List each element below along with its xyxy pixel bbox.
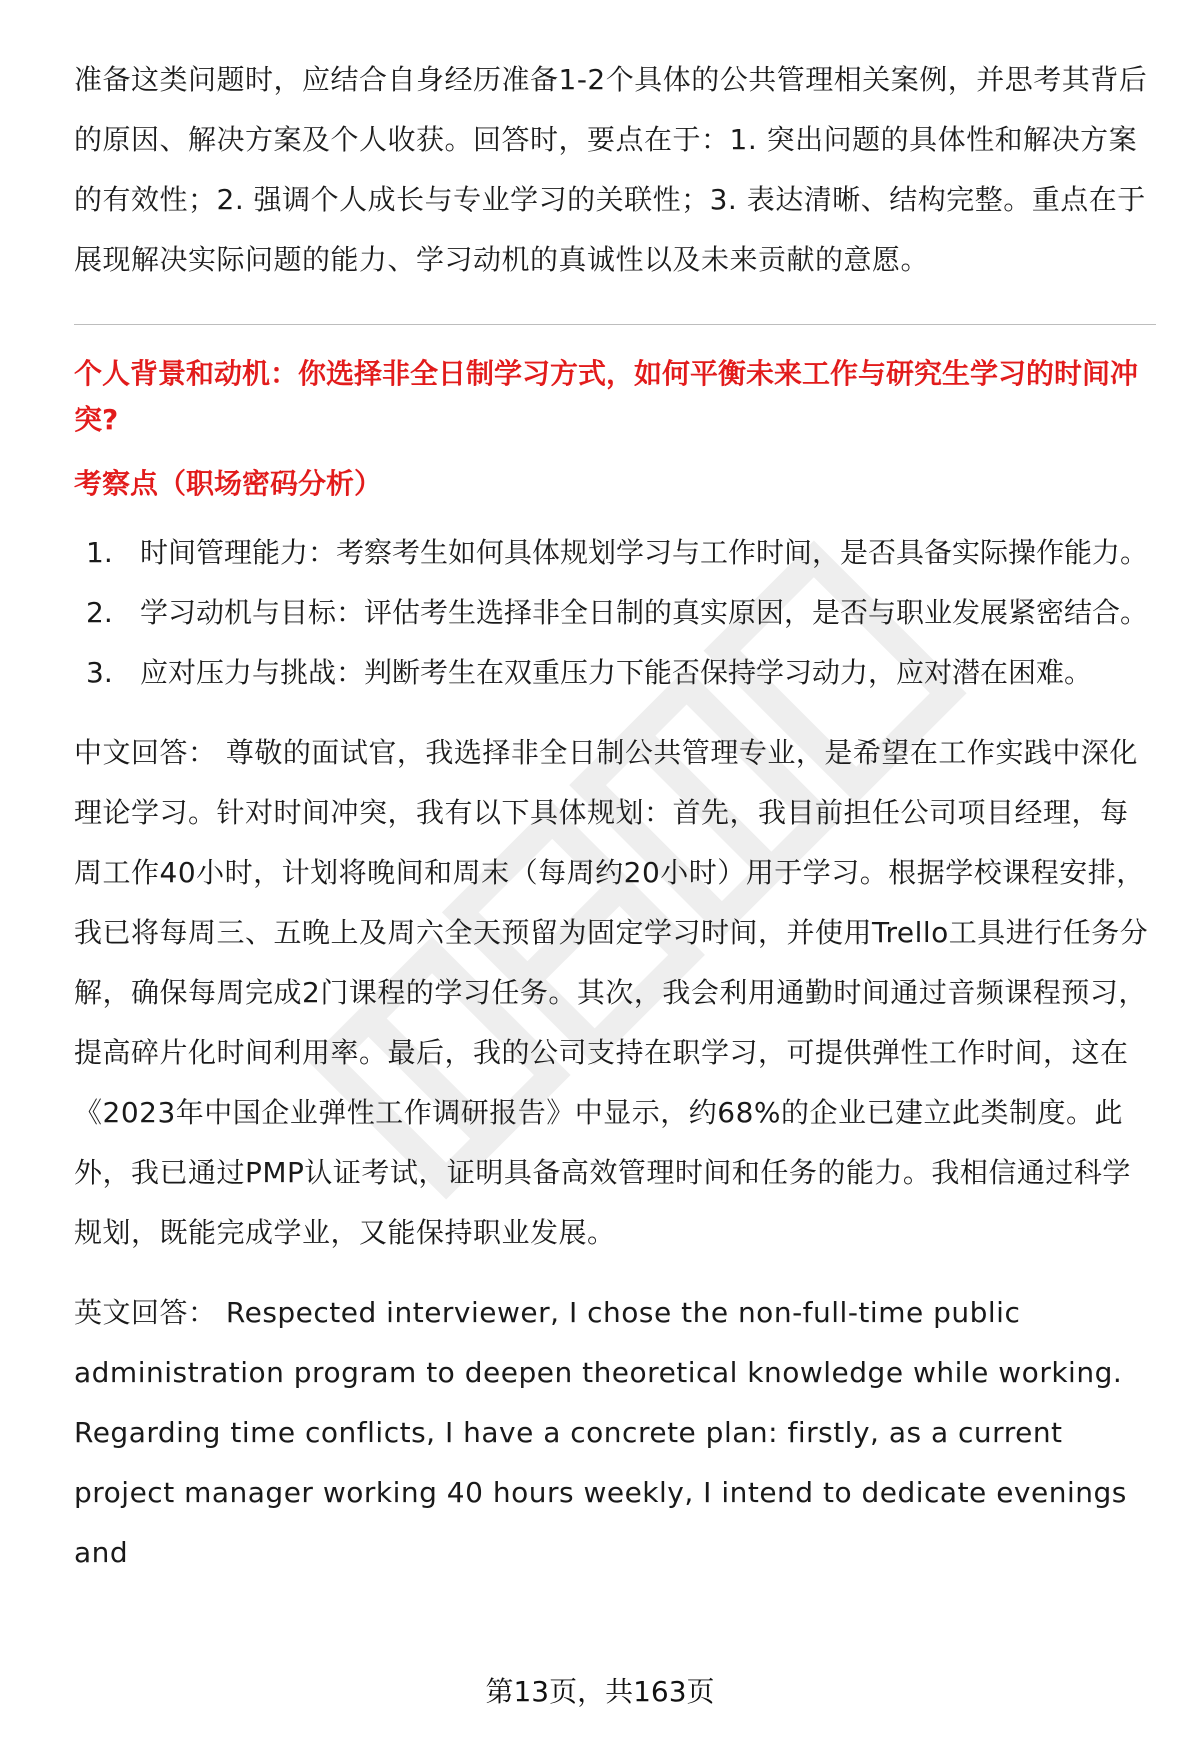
exam-point-text: 时间管理能力：考察考生如何具体规划学习与工作时间，是否具备实际操作能力。: [140, 536, 1149, 569]
exam-point-text: 学习动机与目标：评估考生选择非全日制的真实原因，是否与职业发展紧密结合。: [140, 596, 1149, 629]
exam-points-heading: 考察点（职场密码分析）: [74, 467, 383, 500]
document-page: [74, 50, 1156, 1583]
exam-point-item: [74, 583, 1156, 643]
exam-point-text: 应对压力与挑战：判断考生在双重压力下能否保持学习动力，应对潜在困难。: [140, 656, 1093, 689]
intro-paragraph: 准备这类问题时，应结合自身经历准备1-2个具体的公共管理相关案例，并思考其背后的原因、解决方案及个人收获。回答时，要点在于：1. 突出问题的具体性和解决方案的有效性；2. 强调个人成长与专业学习的关联性；3. 表达清晰、结构完整。重点在于展现解决实际问题的能力、学习动机的真诚性以及未来贡献的意愿。: [74, 63, 1148, 276]
exam-point-number: 3.: [86, 656, 113, 689]
exam-point-number: 1.: [86, 536, 113, 569]
exam-points-list: [74, 523, 1156, 703]
exam-point-item: [74, 643, 1156, 703]
section-divider: [74, 324, 1156, 325]
page-number-footer: 第13页，共163页: [485, 1675, 715, 1708]
exam-point-number: 2.: [86, 596, 113, 629]
chinese-answer: 中文回答： 尊敬的面试官，我选择非全日制公共管理专业，是希望在工作实践中深化理论学习。针对时间冲突，我有以下具体规划：首先，我目前担任公司项目经理，每周工作40小时，计划将晚间和周末（每周约20小时）用于学习。根据学校课程安排，我已将每周三、五晚上及周六全天预留为固定学习时间，并使用Trello工具进行任务分解，确保每周完成2门课程的学习任务。其次，我会利用通勤时间通过音频课程预习，提高碎片化时间利用率。最后，我的公司支持在职学习，可提供弹性工作时间，这在《2023年中国企业弹性工作调研报告》中显示，约68%的企业已建立此类制度。此外，我已通过PMP认证考试，证明具备高效管理时间和任务的能力。我相信通过科学规划，既能完成学业，又能保持职业发展。: [74, 736, 1149, 1249]
english-answer: 英文回答： Respected interviewer, I chose the non-full-time public administration program to deepen theoretical knowledge while working. Regarding time conflicts, I have a concrete plan: firstly, as a current project manager working 40 hours weekly, I intend to dedicate evenings and: [74, 1296, 1127, 1569]
exam-point-item: [74, 523, 1156, 583]
question-heading: 个人背景和动机：你选择非全日制学习方式，如何平衡未来工作与研究生学习的时间冲突?: [74, 357, 1139, 436]
